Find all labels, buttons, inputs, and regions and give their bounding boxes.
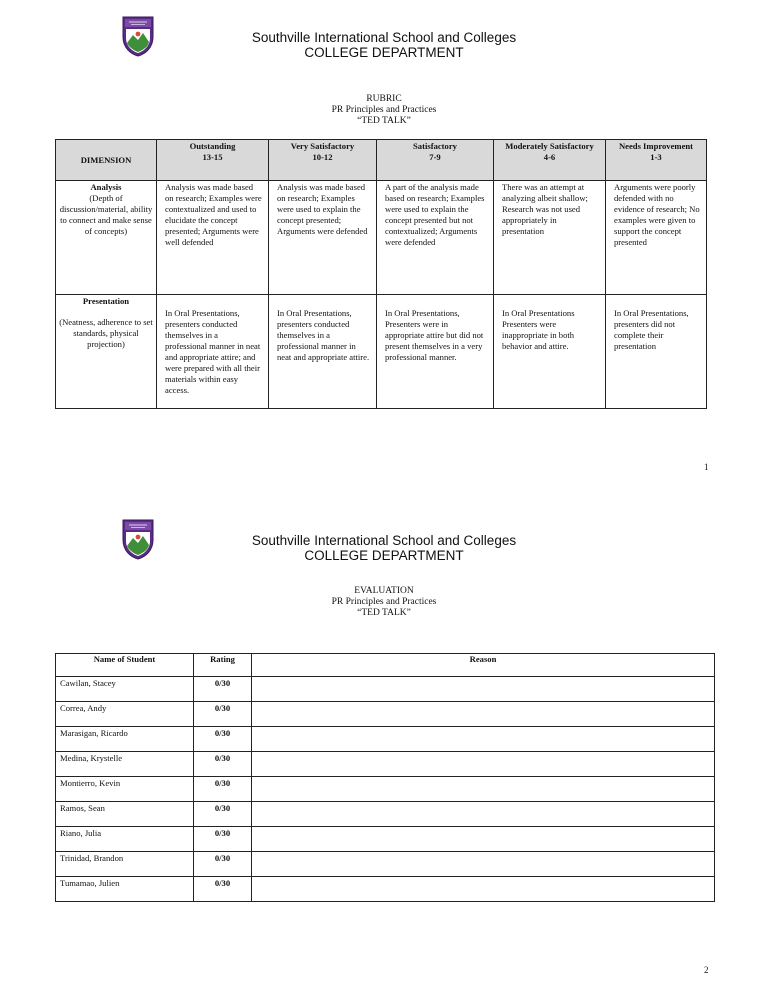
student-rating: 0/30 (194, 777, 252, 802)
evaluation-header-row (56, 654, 715, 677)
student-rating: 0/30 (194, 852, 252, 877)
school-name: Southville International School and Colleges (251, 30, 517, 45)
dimension-header: DIMENSION (56, 140, 157, 181)
rubric-row-presentation (56, 295, 707, 409)
student-reason[interactable] (252, 702, 715, 727)
student-name: Correa, Andy (56, 702, 194, 727)
rubric-heading: RUBRIC (366, 94, 402, 104)
column-header-rating: Rating (194, 654, 252, 677)
school-name: Southville International School and Colleges (251, 533, 517, 548)
rubric-cell: Analysis was made based on research; Examples were contextualized and used to elucidate the concept presented; Arguments were well defended (157, 181, 269, 295)
course-name: PR Principles and Practices (331, 105, 437, 115)
student-rating: 0/30 (194, 827, 252, 852)
rubric-cell: In Oral Presentations Presenters were inappropriate in both behavior and attire. (494, 295, 606, 409)
rubric-cell: There was an attempt at analyzing albeit shallow; Research was not used appropriately in presentation (494, 181, 606, 295)
student-name: Montierro, Kevin (56, 777, 194, 802)
page-evaluation (0, 503, 768, 1006)
rubric-cell: A part of the analysis made based on research; Examples were used to explain the concept presented but not contextualized; Arguments were defended (377, 181, 494, 295)
rubric-table (55, 139, 707, 409)
student-name: Marasigan, Ricardo (56, 727, 194, 752)
dimension-analysis: Analysis (Depth of discussion/material, ability to connect and make sense of concepts) (56, 181, 157, 295)
table-row (56, 852, 715, 877)
table-row (56, 702, 715, 727)
table-row (56, 877, 715, 902)
rubric-cell: In Oral Presentations, presenters did not complete their presentation (606, 295, 707, 409)
evaluation-table (55, 653, 715, 902)
table-row (56, 802, 715, 827)
student-name: Riano, Julia (56, 827, 194, 852)
evaluation-heading: EVALUATION (354, 586, 414, 596)
rubric-row-analysis (56, 181, 707, 295)
level-header-very-satisfactory: Very Satisfactory 10-12 (269, 140, 377, 181)
student-name: Ramos, Sean (56, 802, 194, 827)
table-row (56, 752, 715, 777)
rubric-header-row (56, 140, 707, 181)
student-rating: 0/30 (194, 752, 252, 777)
course-name: PR Principles and Practices (331, 597, 437, 607)
student-rating: 0/30 (194, 702, 252, 727)
student-name: Cawilan, Stacey (56, 677, 194, 702)
column-header-reason: Reason (252, 654, 715, 677)
student-reason[interactable] (252, 727, 715, 752)
rubric-cell: In Oral Presentations, presenters conducted themselves in a professional manner in neat and appropriate attire; and were prepared with all their materials within easy access. (157, 295, 269, 409)
student-name: Medina, Krystelle (56, 752, 194, 777)
student-reason[interactable] (252, 852, 715, 877)
page-number: 2 (704, 965, 709, 975)
rubric-cell: In Oral Presentations, presenters conducted themselves in a professional manner in neat and appropriate attire. (269, 295, 377, 409)
student-rating: 0/30 (194, 877, 252, 902)
table-row (56, 777, 715, 802)
level-header-satisfactory: Satisfactory 7-9 (377, 140, 494, 181)
table-row (56, 827, 715, 852)
student-reason[interactable] (252, 802, 715, 827)
rubric-cell: Analysis was made based on research; Examples were used to explain the concept presented; Arguments were defended (269, 181, 377, 295)
student-rating: 0/30 (194, 677, 252, 702)
student-rating: 0/30 (194, 802, 252, 827)
student-name: Trinidad, Brandon (56, 852, 194, 877)
rubric-cell: In Oral Presentations, Presenters were in appropriate attire but did not present themselves in a very professional manner. (377, 295, 494, 409)
level-header-moderately-satisfactory: Moderately Satisfactory 4-6 (494, 140, 606, 181)
student-reason[interactable] (252, 877, 715, 902)
rubric-cell: Arguments were poorly defended with no evidence of research; No examples were given to support the concept presented (606, 181, 707, 295)
student-reason[interactable] (252, 827, 715, 852)
student-reason[interactable] (252, 752, 715, 777)
department-name: COLLEGE DEPARTMENT (304, 45, 464, 60)
table-row (56, 727, 715, 752)
department-name: COLLEGE DEPARTMENT (304, 548, 464, 563)
table-row (56, 677, 715, 702)
page-number: 1 (704, 462, 709, 472)
page-rubric (0, 0, 768, 498)
student-reason[interactable] (252, 777, 715, 802)
column-header-name: Name of Student (56, 654, 194, 677)
dimension-presentation: Presentation (Neatness, adherence to set standards, physical projection) (56, 295, 157, 409)
level-header-needs-improvement: Needs Improvement 1-3 (606, 140, 707, 181)
student-rating: 0/30 (194, 727, 252, 752)
activity-name: “TED TALK” (357, 608, 411, 618)
activity-name: “TED TALK” (357, 116, 411, 126)
student-reason[interactable] (252, 677, 715, 702)
level-header-outstanding: Outstanding 13-15 (157, 140, 269, 181)
student-name: Tumamao, Julien (56, 877, 194, 902)
